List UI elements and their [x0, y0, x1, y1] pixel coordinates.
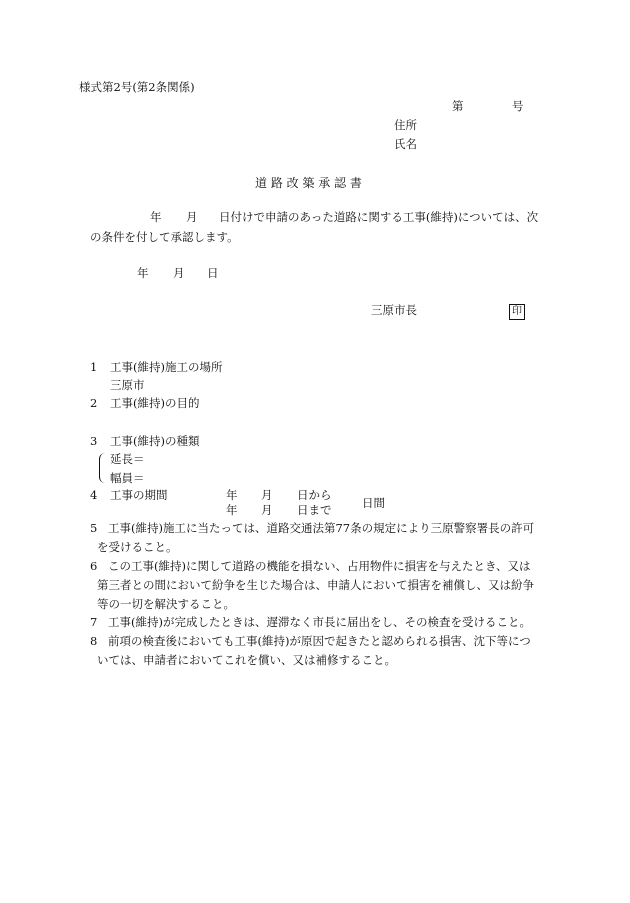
period-to-day: 日まで	[297, 503, 332, 517]
name-label: 氏名	[394, 137, 417, 151]
item-4-text: 工事の期間	[110, 488, 168, 502]
item-7-line-1: 工事(維持)が完成したときは、遅滞なく市長に届出をし、その検査を受けること。	[108, 615, 531, 629]
intro-year: 年	[150, 210, 162, 224]
period-from-day: 日から	[297, 488, 332, 502]
document-title: 道 路 改 築 承 認 書	[255, 176, 362, 190]
seal-stamp: 印	[509, 304, 525, 320]
item-6-number: 6	[90, 559, 98, 573]
item-1-text: 工事(維持)施工の場所	[110, 360, 223, 374]
brace-mark	[99, 453, 107, 483]
issue-year: 年	[137, 266, 149, 280]
item-6-line-1: この工事(維持)に関して道路の機能を損ない、占用物件に損害を与えたとき、又は	[108, 559, 531, 573]
item-8-line-1: 前項の検査後においても工事(維持)が原因で起きたと認められる損害、沈下等につ	[108, 634, 531, 648]
intro-line-1: 日付けで申請のあった道路に関する工事(維持)については、次	[219, 210, 539, 224]
period-to-year: 年	[226, 503, 238, 517]
issue-month: 月	[173, 266, 185, 280]
item-3-text: 工事(維持)の種類	[110, 434, 200, 448]
item-8-line-2: いては、申請者においてこれを償い、又は補修すること。	[97, 653, 396, 667]
address-label: 住所	[394, 118, 417, 132]
width-label: 幅員＝	[110, 471, 145, 485]
form-number: 様式第2号(第2条関係)	[79, 80, 195, 94]
item-7-number: 7	[90, 615, 98, 629]
period-from-year: 年	[226, 488, 238, 502]
item-2-number: 2	[90, 396, 98, 410]
item-8-number: 8	[90, 634, 98, 648]
item-5-line-1: 工事(維持)施工に当たっては、道路交通法第77条の規定により三原警察署長の許可	[108, 521, 535, 535]
item-5-line-2: を受けること。	[97, 540, 178, 554]
number-suffix: 号	[512, 99, 524, 113]
item-6-line-2: 第三者との間において紛争を生じた場合は、申請人において損害を補償し、又は紛争	[97, 578, 534, 592]
intro-month: 月	[186, 210, 198, 224]
item-2-text: 工事(維持)の目的	[110, 396, 200, 410]
issue-day: 日	[207, 266, 219, 280]
item-1-number: 1	[90, 360, 98, 374]
length-label: 延長＝	[110, 452, 145, 466]
number-prefix: 第	[452, 99, 464, 113]
period-days: 日間	[362, 496, 385, 510]
item-3-number: 3	[90, 434, 98, 448]
issuer-name: 三原市長	[371, 303, 417, 317]
intro-line-2: の条件を付して承認します。	[90, 230, 239, 244]
item-6-line-3: 等の一切を解決すること。	[97, 597, 235, 611]
item-5-number: 5	[90, 521, 98, 535]
item-1-sub: 三原市	[110, 378, 145, 392]
period-to-month: 月	[261, 503, 273, 517]
item-4-number: 4	[90, 488, 98, 502]
period-from-month: 月	[261, 488, 273, 502]
